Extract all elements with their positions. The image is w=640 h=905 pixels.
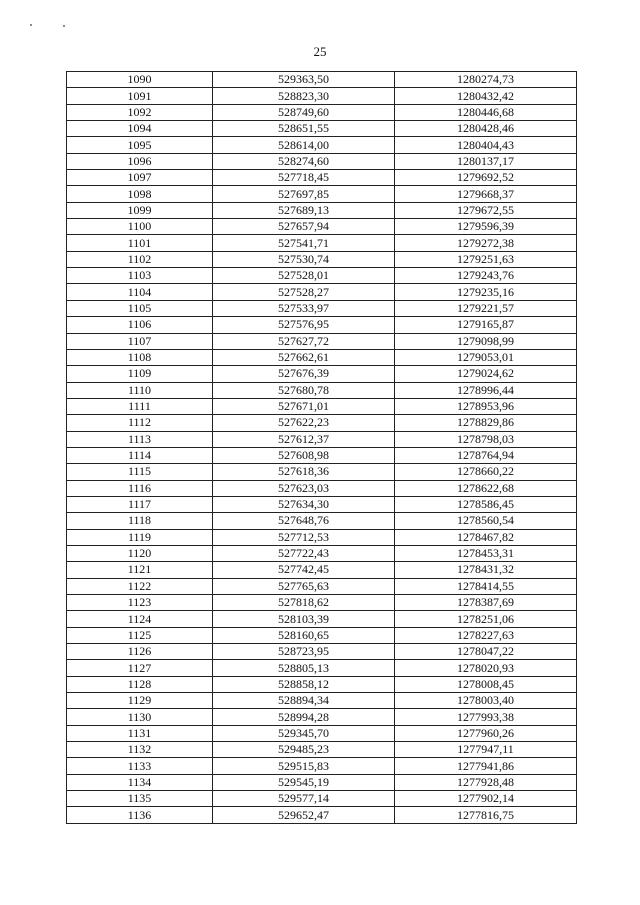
- x-coordinate-cell: 527689,13: [213, 202, 395, 218]
- y-coordinate-cell: 1278586,45: [395, 496, 577, 512]
- point-number-cell: 1094: [67, 121, 213, 137]
- x-coordinate-cell: 527528,27: [213, 284, 395, 300]
- x-coordinate-cell: 529577,14: [213, 791, 395, 807]
- table-row: [67, 88, 577, 104]
- y-coordinate-cell: 1280446,68: [395, 104, 577, 120]
- point-number-cell: 1117: [67, 496, 213, 512]
- x-coordinate-cell: 528614,00: [213, 137, 395, 153]
- y-coordinate-cell: 1280432,42: [395, 88, 577, 104]
- table-row: [67, 464, 577, 480]
- table-row: [67, 251, 577, 267]
- point-number-cell: 1104: [67, 284, 213, 300]
- x-coordinate-cell: 527648,76: [213, 513, 395, 529]
- table-row: [67, 72, 577, 88]
- y-coordinate-cell: 1280428,46: [395, 121, 577, 137]
- x-coordinate-cell: 527676,39: [213, 366, 395, 382]
- point-number-cell: 1106: [67, 317, 213, 333]
- y-coordinate-cell: 1277960,26: [395, 725, 577, 741]
- point-number-cell: 1135: [67, 791, 213, 807]
- table-row: [67, 447, 577, 463]
- point-number-cell: 1102: [67, 251, 213, 267]
- y-coordinate-cell: 1278764,94: [395, 447, 577, 463]
- x-coordinate-cell: 529515,83: [213, 758, 395, 774]
- y-coordinate-cell: 1278387,69: [395, 595, 577, 611]
- y-coordinate-cell: 1279221,57: [395, 300, 577, 316]
- x-coordinate-cell: 528160,65: [213, 627, 395, 643]
- y-coordinate-cell: 1278251,06: [395, 611, 577, 627]
- point-number-cell: 1112: [67, 415, 213, 431]
- table-row: [67, 153, 577, 169]
- y-coordinate-cell: 1278953,96: [395, 398, 577, 414]
- x-coordinate-cell: 528723,95: [213, 644, 395, 660]
- table-row: [67, 660, 577, 676]
- y-coordinate-cell: 1278047,22: [395, 644, 577, 660]
- point-number-cell: 1114: [67, 447, 213, 463]
- table-row: [67, 480, 577, 496]
- y-coordinate-cell: 1279692,52: [395, 170, 577, 186]
- point-number-cell: 1107: [67, 333, 213, 349]
- table-row: [67, 496, 577, 512]
- x-coordinate-cell: 528103,39: [213, 611, 395, 627]
- point-number-cell: 1109: [67, 366, 213, 382]
- y-coordinate-cell: 1277816,75: [395, 807, 577, 823]
- table-row: [67, 611, 577, 627]
- point-number-cell: 1111: [67, 398, 213, 414]
- y-coordinate-cell: 1279235,16: [395, 284, 577, 300]
- y-coordinate-cell: 1279668,37: [395, 186, 577, 202]
- y-coordinate-cell: 1277947,11: [395, 742, 577, 758]
- y-coordinate-cell: 1279596,39: [395, 219, 577, 235]
- page-number: 25: [313, 44, 327, 59]
- x-coordinate-cell: 528749,60: [213, 104, 395, 120]
- table-row: [67, 170, 577, 186]
- point-number-cell: 1092: [67, 104, 213, 120]
- x-coordinate-cell: 527622,23: [213, 415, 395, 431]
- table-row: [67, 791, 577, 807]
- x-coordinate-cell: 529485,23: [213, 742, 395, 758]
- table-row: [67, 562, 577, 578]
- point-number-cell: 1115: [67, 464, 213, 480]
- point-number-cell: 1129: [67, 693, 213, 709]
- table-row: [67, 578, 577, 594]
- point-number-cell: 1113: [67, 431, 213, 447]
- x-coordinate-cell: 527722,43: [213, 545, 395, 561]
- point-number-cell: 1110: [67, 382, 213, 398]
- y-coordinate-cell: 1277993,38: [395, 709, 577, 725]
- x-coordinate-cell: 527712,53: [213, 529, 395, 545]
- point-number-cell: 1116: [67, 480, 213, 496]
- table-row: [67, 300, 577, 316]
- table-row: [67, 415, 577, 431]
- x-coordinate-cell: 527627,72: [213, 333, 395, 349]
- x-coordinate-cell: 528994,28: [213, 709, 395, 725]
- table-row: [67, 366, 577, 382]
- y-coordinate-cell: 1278996,44: [395, 382, 577, 398]
- point-number-cell: 1108: [67, 349, 213, 365]
- coordinates-table: [66, 71, 577, 824]
- table-row: [67, 284, 577, 300]
- x-coordinate-cell: 527697,85: [213, 186, 395, 202]
- x-coordinate-cell: 529545,19: [213, 774, 395, 790]
- x-coordinate-cell: 527618,36: [213, 464, 395, 480]
- table-row: [67, 398, 577, 414]
- y-coordinate-cell: 1278453,31: [395, 545, 577, 561]
- y-coordinate-cell: 1278798,03: [395, 431, 577, 447]
- point-number-cell: 1119: [67, 529, 213, 545]
- table-row: [67, 382, 577, 398]
- table-row: [67, 186, 577, 202]
- x-coordinate-cell: 527541,71: [213, 235, 395, 251]
- table-row: [67, 317, 577, 333]
- table-row: [67, 137, 577, 153]
- x-coordinate-cell: 527662,61: [213, 349, 395, 365]
- x-coordinate-cell: 527765,63: [213, 578, 395, 594]
- point-number-cell: 1122: [67, 578, 213, 594]
- y-coordinate-cell: 1277902,14: [395, 791, 577, 807]
- y-coordinate-cell: 1279024,62: [395, 366, 577, 382]
- table-row: [67, 431, 577, 447]
- point-number-cell: 1134: [67, 774, 213, 790]
- x-coordinate-cell: 527818,62: [213, 595, 395, 611]
- table-row: [67, 807, 577, 823]
- y-coordinate-cell: 1278622,68: [395, 480, 577, 496]
- x-coordinate-cell: 527742,45: [213, 562, 395, 578]
- x-coordinate-cell: 529345,70: [213, 725, 395, 741]
- y-coordinate-cell: 1277941,86: [395, 758, 577, 774]
- point-number-cell: 1130: [67, 709, 213, 725]
- y-coordinate-cell: 1278003,40: [395, 693, 577, 709]
- table-row: [67, 513, 577, 529]
- point-number-cell: 1118: [67, 513, 213, 529]
- scan-artifact-dot: [63, 25, 65, 27]
- table-row: [67, 709, 577, 725]
- y-coordinate-cell: 1278008,45: [395, 676, 577, 692]
- point-number-cell: 1131: [67, 725, 213, 741]
- point-number-cell: 1096: [67, 153, 213, 169]
- y-coordinate-cell: 1278020,93: [395, 660, 577, 676]
- table-row: [67, 627, 577, 643]
- table-row: [67, 529, 577, 545]
- x-coordinate-cell: 527657,94: [213, 219, 395, 235]
- point-number-cell: 1128: [67, 676, 213, 692]
- table-row: [67, 595, 577, 611]
- point-number-cell: 1100: [67, 219, 213, 235]
- x-coordinate-cell: 527612,37: [213, 431, 395, 447]
- y-coordinate-cell: 1279098,99: [395, 333, 577, 349]
- x-coordinate-cell: 527680,78: [213, 382, 395, 398]
- table-row: [67, 545, 577, 561]
- y-coordinate-cell: 1278560,54: [395, 513, 577, 529]
- x-coordinate-cell: 527671,01: [213, 398, 395, 414]
- y-coordinate-cell: 1280404,43: [395, 137, 577, 153]
- y-coordinate-cell: 1278431,32: [395, 562, 577, 578]
- point-number-cell: 1127: [67, 660, 213, 676]
- y-coordinate-cell: 1279251,63: [395, 251, 577, 267]
- x-coordinate-cell: 529652,47: [213, 807, 395, 823]
- point-number-cell: 1126: [67, 644, 213, 660]
- table-row: [67, 349, 577, 365]
- table-row: [67, 219, 577, 235]
- x-coordinate-cell: 528894,34: [213, 693, 395, 709]
- y-coordinate-cell: 1278414,55: [395, 578, 577, 594]
- y-coordinate-cell: 1278829,86: [395, 415, 577, 431]
- table-row: [67, 693, 577, 709]
- point-number-cell: 1125: [67, 627, 213, 643]
- point-number-cell: 1091: [67, 88, 213, 104]
- table-row: [67, 644, 577, 660]
- point-number-cell: 1121: [67, 562, 213, 578]
- y-coordinate-cell: 1279243,76: [395, 268, 577, 284]
- table-row: [67, 333, 577, 349]
- x-coordinate-cell: 528823,30: [213, 88, 395, 104]
- y-coordinate-cell: 1278467,82: [395, 529, 577, 545]
- x-coordinate-cell: 527608,98: [213, 447, 395, 463]
- table-row: [67, 742, 577, 758]
- scan-artifact-dot: [30, 24, 32, 26]
- x-coordinate-cell: 529363,50: [213, 72, 395, 88]
- table-row: [67, 676, 577, 692]
- y-coordinate-cell: 1277928,48: [395, 774, 577, 790]
- x-coordinate-cell: 528651,55: [213, 121, 395, 137]
- table-row: [67, 121, 577, 137]
- point-number-cell: 1097: [67, 170, 213, 186]
- table-row: [67, 235, 577, 251]
- point-number-cell: 1123: [67, 595, 213, 611]
- point-number-cell: 1098: [67, 186, 213, 202]
- y-coordinate-cell: 1279672,55: [395, 202, 577, 218]
- table-row: [67, 725, 577, 741]
- point-number-cell: 1120: [67, 545, 213, 561]
- y-coordinate-cell: 1279272,38: [395, 235, 577, 251]
- y-coordinate-cell: 1279053,01: [395, 349, 577, 365]
- x-coordinate-cell: 527528,01: [213, 268, 395, 284]
- point-number-cell: 1101: [67, 235, 213, 251]
- y-coordinate-cell: 1280137,17: [395, 153, 577, 169]
- x-coordinate-cell: 528858,12: [213, 676, 395, 692]
- point-number-cell: 1136: [67, 807, 213, 823]
- y-coordinate-cell: 1278660,22: [395, 464, 577, 480]
- y-coordinate-cell: 1280274,73: [395, 72, 577, 88]
- table-row: [67, 268, 577, 284]
- x-coordinate-cell: 527530,74: [213, 251, 395, 267]
- x-coordinate-cell: 527718,45: [213, 170, 395, 186]
- point-number-cell: 1105: [67, 300, 213, 316]
- point-number-cell: 1103: [67, 268, 213, 284]
- x-coordinate-cell: 527634,30: [213, 496, 395, 512]
- x-coordinate-cell: 528274,60: [213, 153, 395, 169]
- x-coordinate-cell: 527533,97: [213, 300, 395, 316]
- table-row: [67, 104, 577, 120]
- y-coordinate-cell: 1278227,63: [395, 627, 577, 643]
- y-coordinate-cell: 1279165,87: [395, 317, 577, 333]
- point-number-cell: 1095: [67, 137, 213, 153]
- table-row: [67, 202, 577, 218]
- x-coordinate-cell: 527576,95: [213, 317, 395, 333]
- x-coordinate-cell: 528805,13: [213, 660, 395, 676]
- point-number-cell: 1124: [67, 611, 213, 627]
- point-number-cell: 1132: [67, 742, 213, 758]
- point-number-cell: 1090: [67, 72, 213, 88]
- point-number-cell: 1133: [67, 758, 213, 774]
- x-coordinate-cell: 527623,03: [213, 480, 395, 496]
- table-row: [67, 774, 577, 790]
- table-row: [67, 758, 577, 774]
- point-number-cell: 1099: [67, 202, 213, 218]
